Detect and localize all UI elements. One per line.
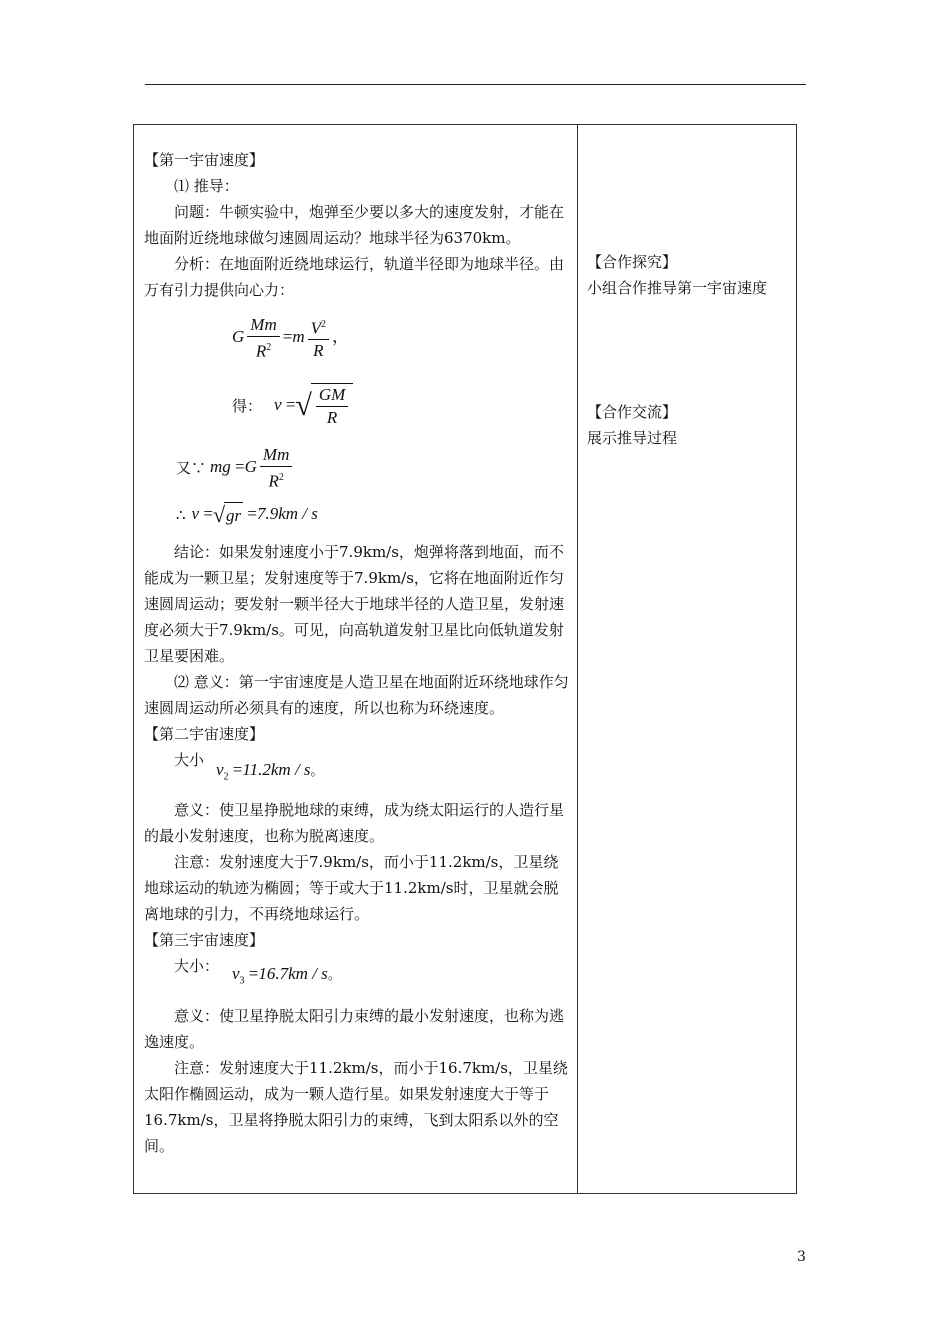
teaching-content-column [144, 147, 569, 1159]
text-show-derivation: 展示推导过程 [587, 429, 678, 447]
column-divider [577, 125, 578, 1193]
heading-cooperative-inquiry: 【合作探究】 [587, 253, 678, 271]
note-third-velocity: 注意：发射速度大于11.2km/s，而小于16.7km/s，卫星绕太阳作椭圆运动，成为一颗人造行星。如果发射速度大于等于16.7km/s，卫星将挣脱太阳引力的束缚，飞到太阳系以外的空间。 [144, 1059, 568, 1155]
analysis-text: 分析：在地面附近绕地球运行，轨道半径即为地球半径。由万有引力提供向心力： [144, 255, 565, 299]
heading-second-cosmic-velocity: 【第二宇宙速度】 [144, 725, 265, 743]
formula-gravity-centripetal: G $\frac{Mm}{R^2}$ =m $\frac{V^2}{R}$ ， [232, 314, 349, 361]
meaning-second-velocity: 意义：使卫星挣脱地球的束缚，成为绕太阳运行的人造行星的最小发射速度，也称为脱离速度。 [144, 801, 565, 845]
activity-explore [587, 249, 792, 301]
step-derivation: ⑴ 推导： [174, 177, 239, 195]
conclusion-text: 结论：如果发射速度小于7.9km/s，炮弹将落到地面，而不能成为一颗卫星；发射速度等于7.9km/s，它将在地面附近作匀速圆周运动；要发射一颗半径大于地球半径的人造卫星，发射速度必须大于7.9km/s。可见，向高轨道发射卫星比向低轨道发射卫星要困难。 [144, 543, 565, 665]
note-second-velocity: 注意：发射速度大于7.9km/s，而小于11.2km/s，卫星绕地球运动的轨迹为椭圆；等于或大于11.2km/s时，卫星就会脱离地球的引力，不再绕地球运行。 [144, 853, 559, 923]
question-text: 问题：牛顿实验中，炮弹至少要以多大的速度发射，才能在地面附近绕地球做匀速圆周运动？地球半径为6370km。 [144, 203, 565, 247]
formula-mg-equals: 又∵ mg =G $\frac{Mm}{R^2}$ [144, 441, 569, 495]
lesson-table [133, 124, 797, 1194]
formula-v3: 大小： $v_3 =16.7km / s$。 [174, 957, 341, 987]
meaning-first-velocity: ⑵ 意义：第一宇宙速度是人造卫星在地面附近环绕地球作匀速圆周运动所必须具有的速度，所以也称为环绕速度。 [144, 673, 569, 717]
heading-third-cosmic-velocity: 【第三宇宙速度】 [144, 931, 265, 949]
meaning-third-velocity: 意义：使卫星挣脱太阳引力束缚的最小发射速度，也称为逃逸速度。 [144, 1007, 565, 1051]
formula-result-7-9: ∴ v = √ gr =7.9km / s [176, 502, 318, 527]
formula-v-sqrt-gm-r: 得： v = √ $\frac{GM}{R}$ [144, 377, 569, 435]
activity-exchange [587, 399, 792, 451]
page-number: 3 [797, 1249, 806, 1265]
text-group-derive: 小组合作推导第一宇宙速度 [587, 279, 768, 297]
heading-first-cosmic-velocity: 【第一宇宙速度】 [144, 151, 265, 169]
header-rule [145, 84, 806, 85]
heading-cooperative-exchange: 【合作交流】 [587, 403, 678, 421]
formula-v2: 大小 $v_2 =11.2km / s$。 [174, 751, 324, 783]
